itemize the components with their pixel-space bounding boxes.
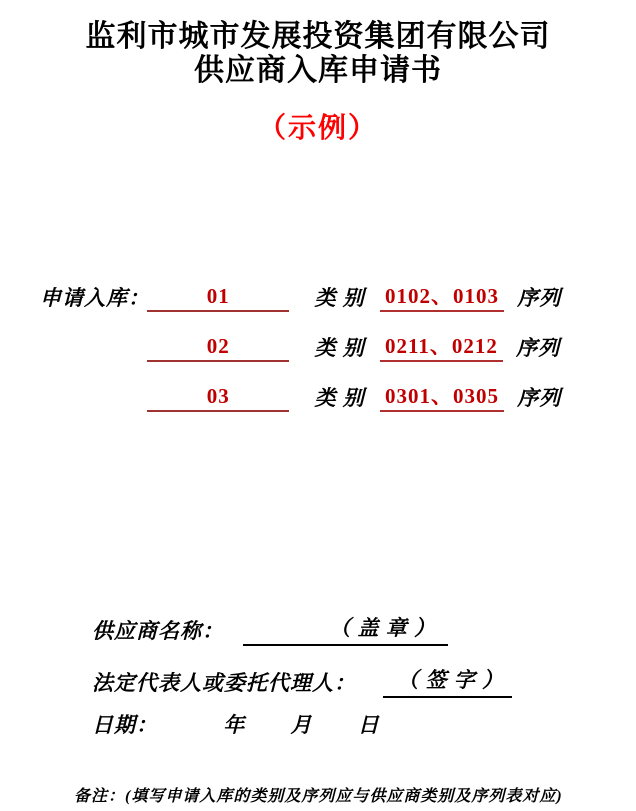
note-text: 备注：(填写申请入库的类别及序列应与供应商类别及序列表对应)	[74, 788, 563, 805]
legal-representative-row	[92, 664, 636, 698]
signature-section	[92, 612, 636, 740]
category-codes-value-2: 0211、0212	[385, 334, 498, 358]
day-label: 日	[357, 713, 380, 737]
category-label-3: 类 别	[314, 386, 365, 410]
title-line-1: 监利市城市发展投资集团有限公司	[85, 20, 551, 53]
apply-number-value-2: 02	[206, 334, 230, 358]
apply-row-3	[40, 382, 636, 412]
example-label: （示例）	[257, 113, 378, 144]
apply-number-blank-1[interactable]	[147, 282, 289, 312]
signature-note: （ 签 字 ）	[397, 668, 504, 692]
supplier-name-row	[92, 612, 636, 646]
signature-blank[interactable]	[383, 664, 512, 698]
document-title	[0, 0, 636, 88]
apply-number-blank-2[interactable]	[147, 332, 289, 362]
sequence-label-3: 序列	[517, 386, 562, 410]
year-label: 年	[223, 713, 246, 737]
category-codes-blank-2[interactable]	[380, 332, 503, 362]
title-line-2: 供应商入库申请书	[194, 54, 442, 87]
supplier-name-label: 供应商名称：	[92, 619, 224, 643]
apply-number-blank-3[interactable]	[147, 382, 289, 412]
apply-section	[40, 282, 636, 412]
category-label-1: 类 别	[314, 286, 365, 310]
category-codes-value-1: 0102、0103	[385, 284, 499, 308]
apply-intro-label: 申请入库：	[40, 286, 150, 310]
apply-number-value-1: 01	[206, 284, 230, 308]
supplier-name-blank[interactable]	[243, 612, 448, 646]
category-codes-blank-3[interactable]	[380, 382, 504, 412]
sequence-label-1: 序列	[517, 286, 562, 310]
apply-number-value-3: 03	[206, 384, 230, 408]
legal-representative-label: 法定代表人或委托代理人：	[92, 671, 356, 695]
date-row	[92, 710, 636, 740]
apply-row-1	[40, 282, 636, 312]
category-codes-blank-1[interactable]	[380, 282, 504, 312]
date-label: 日期：	[92, 713, 158, 737]
category-label-2: 类 别	[314, 336, 365, 360]
month-label: 月	[290, 713, 313, 737]
category-codes-value-3: 0301、0305	[385, 384, 499, 408]
apply-row-2	[40, 332, 636, 362]
sequence-label-2: 序列	[516, 336, 561, 360]
seal-note: （ 盖 章 ）	[329, 616, 436, 640]
